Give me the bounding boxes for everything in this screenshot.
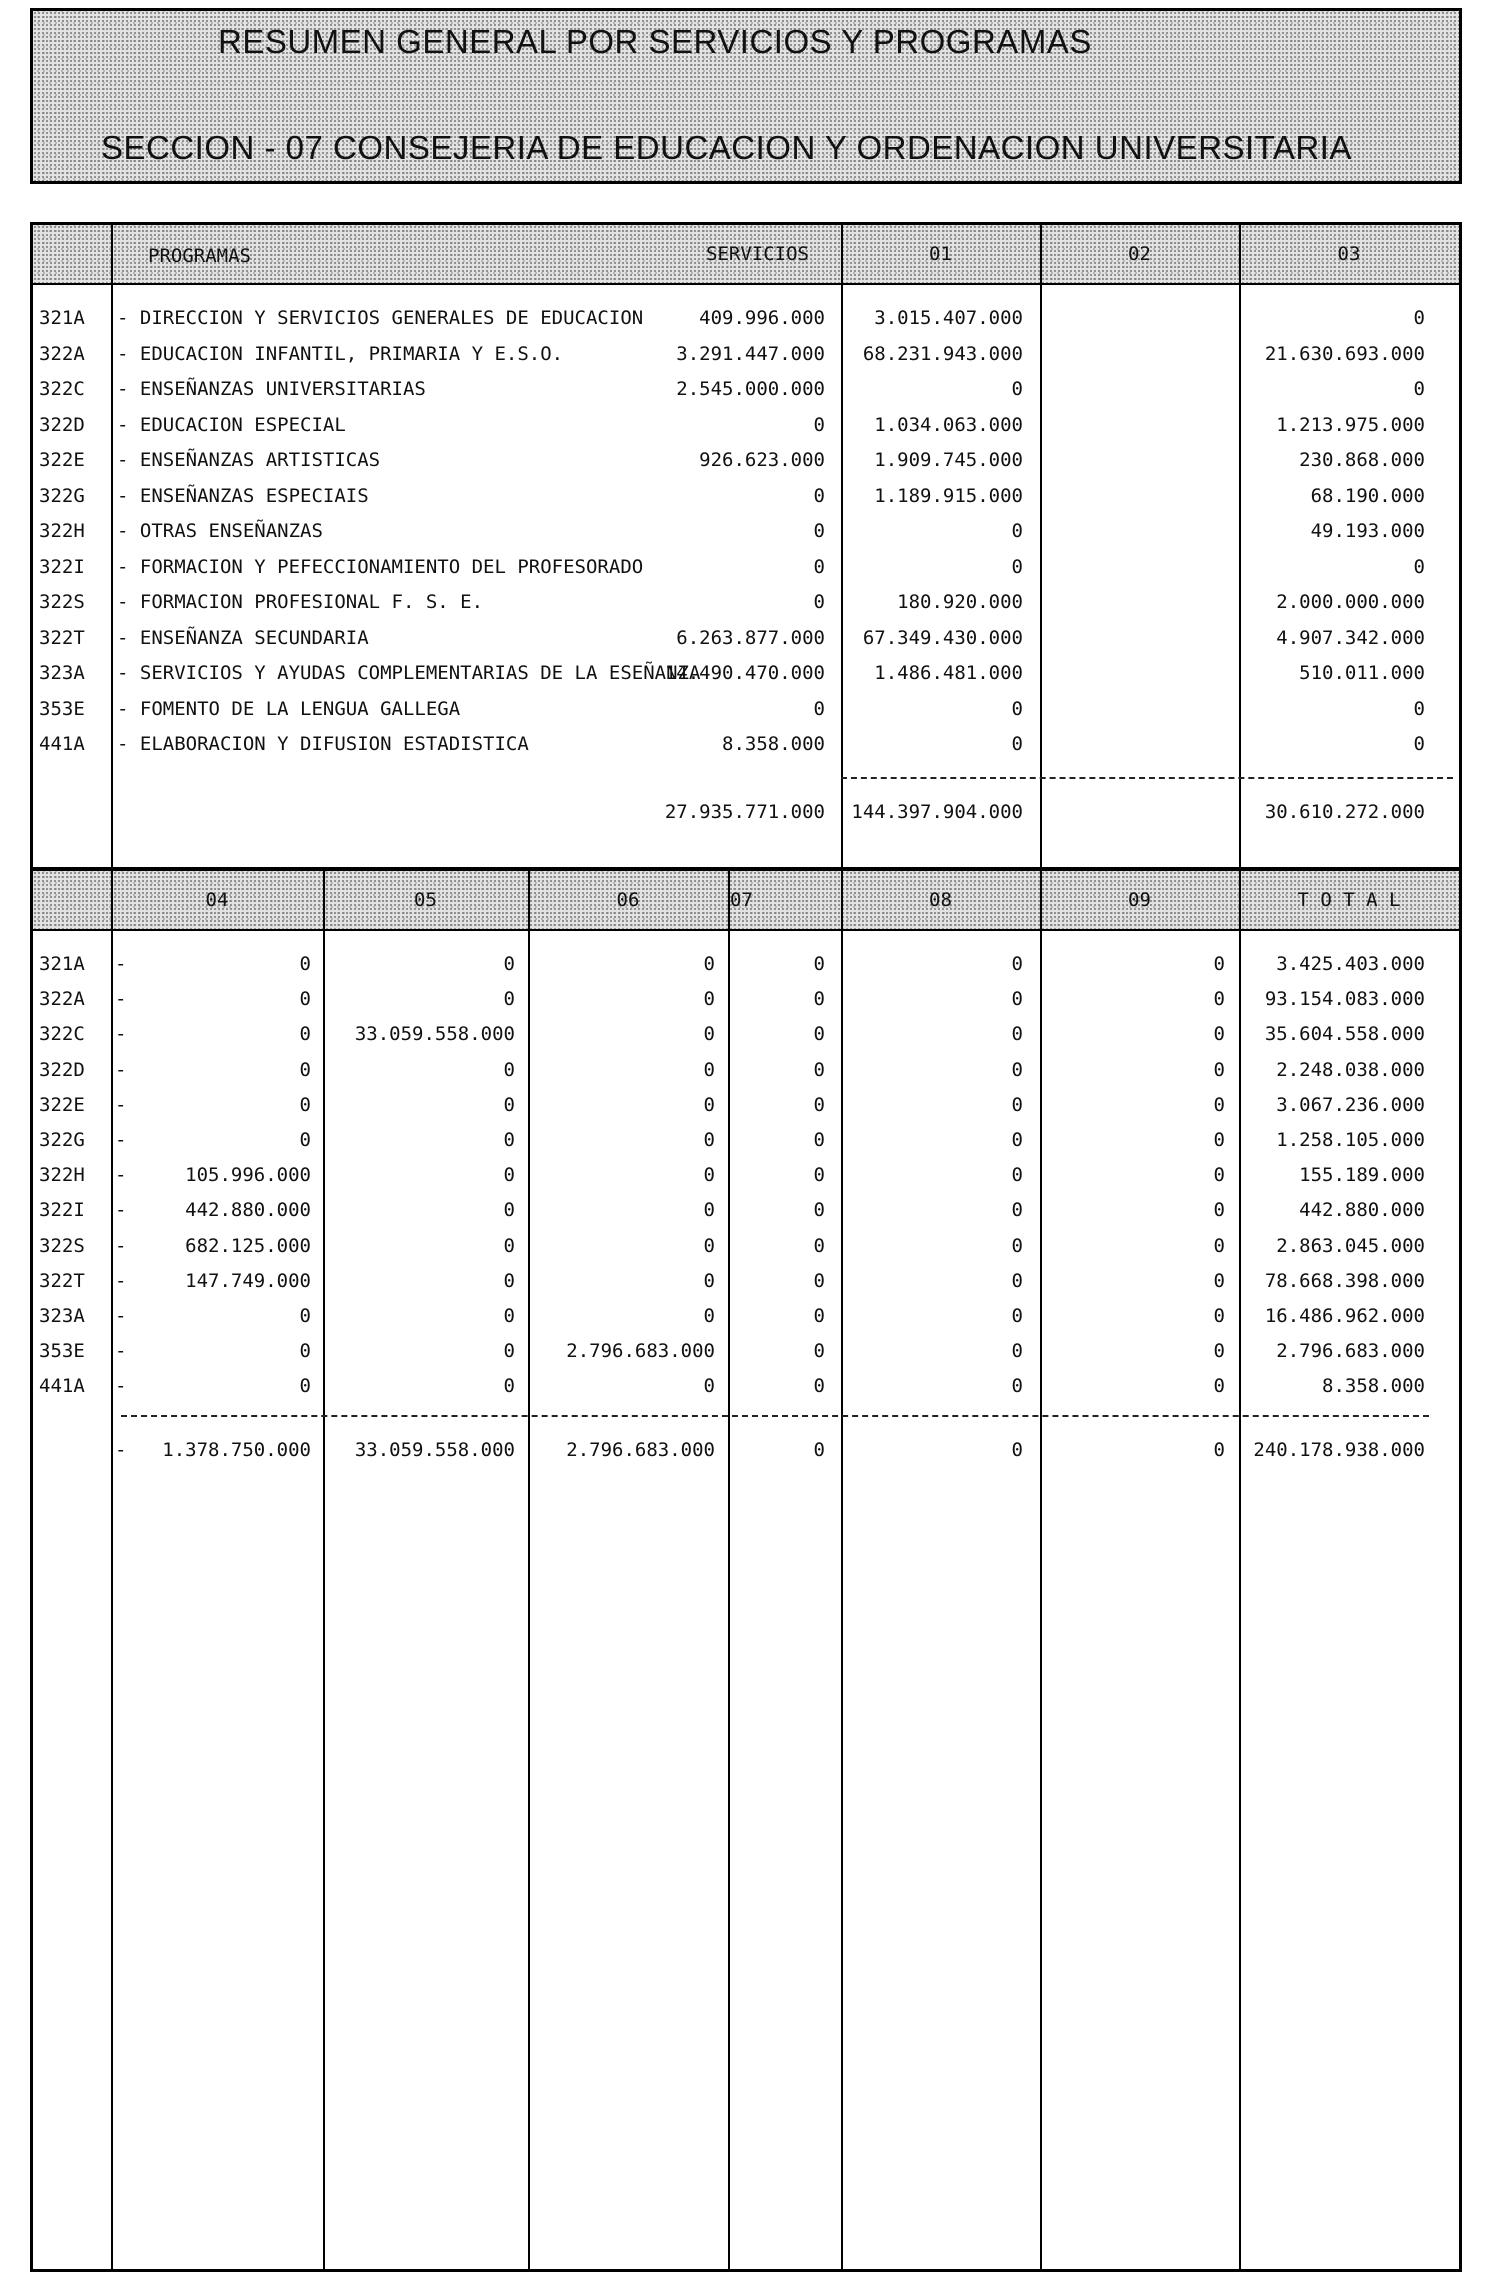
program-code: 322S <box>39 591 85 613</box>
value-04: 0 <box>299 1129 311 1151</box>
value-06: 0 <box>703 1234 715 1257</box>
table-row: - 322G 0 0 0 0 0 0 1.258.105.000 <box>39 1129 1425 1151</box>
value-total: 93.154.083.000 <box>1264 988 1425 1011</box>
value-04: 0 <box>299 1340 311 1363</box>
table-row <box>33 512 1459 548</box>
value-02: 1.909.745.000 <box>874 449 1023 471</box>
value-total: 155.189.000 <box>1299 1164 1425 1187</box>
program-description: - ELABORACION Y DIFUSION ESTADISTICA <box>117 733 529 755</box>
value-08: 0 <box>1011 1058 1023 1081</box>
program-code: 322H <box>39 1164 85 1187</box>
value-01: 0 <box>813 520 825 542</box>
value-02: 1.189.915.000 <box>874 484 1023 507</box>
value-05: 33.059.558.000 <box>354 1023 515 1046</box>
table-row <box>33 335 1459 371</box>
value-09: 0 <box>1213 1340 1225 1363</box>
value-03: 0 <box>1413 733 1425 755</box>
value-01: 0 <box>813 591 825 613</box>
program-description: - ENSEÑANZA SECUNDARIA <box>117 626 369 649</box>
value-07: 0 <box>813 1305 825 1327</box>
value-05: 0 <box>503 1375 515 1398</box>
col-header-08: 08 <box>929 889 952 911</box>
value-03: 0 <box>1413 697 1425 720</box>
value-total: 2.248.038.000 <box>1276 1058 1425 1081</box>
value-02: 68.231.943.000 <box>862 342 1023 365</box>
total-07: 0 <box>813 1439 825 1461</box>
value-01: 8.358.000 <box>722 733 825 755</box>
program-code: 322D <box>39 1058 85 1081</box>
program-code: 322H <box>39 520 85 542</box>
services-table-04-total <box>30 868 1462 2272</box>
value-total: 78.668.398.000 <box>1264 1269 1425 1292</box>
value-01: 0 <box>813 413 825 436</box>
col-header-servicios: SERVICIOS <box>706 243 809 265</box>
report-title: RESUMEN GENERAL POR SERVICIOS Y PROGRAMAS <box>218 23 1092 60</box>
value-03: 21.630.693.000 <box>1264 342 1425 365</box>
program-code: 441A <box>39 733 85 755</box>
value-01: 0 <box>813 555 825 578</box>
value-08: 0 <box>1011 1129 1023 1151</box>
col-header-04: 04 <box>205 889 229 911</box>
value-09: 0 <box>1213 1164 1225 1187</box>
table-row <box>33 619 1459 655</box>
value-01: 0 <box>813 697 825 720</box>
table-row: - 322A 0 0 0 0 0 0 93.154.083.000 <box>39 988 1425 1011</box>
program-code: 353E <box>39 697 85 720</box>
value-06: 0 <box>703 1093 715 1116</box>
col-header-07: 07 <box>730 889 753 911</box>
total-01: 27.935.771.000 <box>664 801 825 823</box>
value-05: 0 <box>503 988 515 1011</box>
value-09: 0 <box>1213 1305 1225 1327</box>
value-06: 0 <box>703 1199 715 1222</box>
value-01: 2.545.000.000 <box>676 378 825 400</box>
value-07: 0 <box>813 1164 825 1187</box>
table-row: - 321A 0 0 0 0 0 0 3.425.403.000 <box>39 953 1425 975</box>
program-code: 322T <box>39 626 85 649</box>
value-07: 0 <box>813 1023 825 1046</box>
value-05: 0 <box>503 1093 515 1116</box>
value-07: 0 <box>813 1199 825 1222</box>
value-08: 0 <box>1011 1199 1023 1222</box>
value-03: 0 <box>1413 378 1425 400</box>
col-header-02: 02 <box>1128 243 1151 265</box>
program-code: 322G <box>39 484 85 507</box>
value-04: 105.996.000 <box>185 1164 311 1187</box>
value-07: 0 <box>813 1234 825 1257</box>
value-03: 0 <box>1413 307 1425 329</box>
total-06: 2.796.683.000 <box>566 1439 715 1461</box>
value-08: 0 <box>1011 1234 1023 1257</box>
program-description: - ENSEÑANZAS UNIVERSITARIAS <box>117 378 426 400</box>
value-09: 0 <box>1213 1023 1225 1046</box>
table-row <box>33 654 1459 690</box>
value-09: 0 <box>1213 953 1225 975</box>
col-header-06: 06 <box>616 889 640 911</box>
value-06: 0 <box>703 1164 715 1187</box>
value-08: 0 <box>1011 1305 1023 1327</box>
value-01: 409.996.000 <box>699 307 825 329</box>
program-description: - OTRAS ENSEÑANZAS <box>117 520 323 542</box>
table-row <box>33 406 1459 442</box>
value-09: 0 <box>1213 1129 1225 1151</box>
program-code: 321A <box>39 953 85 975</box>
value-06: 0 <box>703 953 715 975</box>
table-row <box>33 370 1459 406</box>
value-07: 0 <box>813 1129 825 1151</box>
program-code: 353E <box>39 1340 85 1363</box>
program-description: - ENSEÑANZAS ESPECIAIS <box>117 484 369 507</box>
value-02: 0 <box>1011 733 1023 755</box>
value-01: 14.490.470.000 <box>664 662 825 684</box>
value-04: 0 <box>299 1093 311 1116</box>
value-08: 0 <box>1011 1023 1023 1046</box>
value-total: 16.486.962.000 <box>1264 1305 1425 1327</box>
value-04: 0 <box>299 1058 311 1081</box>
program-code: 322E <box>39 449 85 471</box>
value-08: 0 <box>1011 953 1023 975</box>
total-05: 33.059.558.000 <box>354 1439 515 1461</box>
value-total: 3.425.403.000 <box>1276 953 1425 975</box>
value-04: 0 <box>299 988 311 1011</box>
program-description: - ENSEÑANZAS ARTISTICAS <box>117 449 381 471</box>
program-code: 322S <box>39 1234 85 1257</box>
table-row <box>33 441 1459 477</box>
col-header-05: 05 <box>414 889 437 911</box>
table-row: - 353E 0 0 2.796.683.000 0 0 0 2.796.683.000 <box>39 1340 1425 1363</box>
program-description: - FORMACION PROFESIONAL F. S. E. <box>117 591 484 613</box>
table-row: - 322T 147.749.000 0 0 0 0 0 78.668.398.000 <box>39 1269 1425 1292</box>
value-total: 8.358.000 <box>1322 1375 1425 1398</box>
totals-row: - 1.378.750.000 33.059.558.000 2.796.683.000 0 0 0 240.178.938.000 <box>115 1439 1425 1461</box>
value-01: 3.291.447.000 <box>676 342 825 365</box>
value-06: 0 <box>703 1058 715 1081</box>
value-05: 0 <box>503 1199 515 1222</box>
value-05: 0 <box>503 1129 515 1151</box>
value-04: 147.749.000 <box>185 1269 311 1292</box>
value-total: 2.863.045.000 <box>1276 1234 1425 1257</box>
report-header <box>30 8 1462 184</box>
value-08: 0 <box>1011 988 1023 1011</box>
table-row: - 323A 0 0 0 0 0 0 16.486.962.000 <box>39 1305 1425 1327</box>
value-03: 68.190.000 <box>1310 484 1425 507</box>
program-code: 322C <box>39 1023 85 1046</box>
value-02: 180.920.000 <box>897 591 1023 613</box>
total-09: 0 <box>1213 1439 1225 1461</box>
value-01: 926.623.000 <box>699 449 825 471</box>
value-07: 0 <box>813 1375 825 1398</box>
value-06: 0 <box>703 1129 715 1151</box>
value-02: 1.486.481.000 <box>874 662 1023 684</box>
value-02: 67.349.430.000 <box>862 626 1023 649</box>
value-07: 0 <box>813 988 825 1011</box>
table-row: - 322S 682.125.000 0 0 0 0 0 2.863.045.000 <box>39 1234 1425 1257</box>
value-09: 0 <box>1213 1375 1225 1398</box>
table-row <box>33 690 1459 726</box>
program-code: 322E <box>39 1093 85 1116</box>
value-total: 1.258.105.000 <box>1276 1129 1425 1151</box>
program-code: 323A <box>39 662 85 684</box>
value-03: 4.907.342.000 <box>1276 626 1425 649</box>
program-code: 322A <box>39 988 85 1011</box>
value-02: 1.034.063.000 <box>874 413 1023 436</box>
value-07: 0 <box>813 1093 825 1116</box>
value-08: 0 <box>1011 1164 1023 1187</box>
table-row: - 322H 105.996.000 0 0 0 0 0 155.189.000 <box>39 1164 1425 1187</box>
value-03: 510.011.000 <box>1299 662 1425 684</box>
total-08: 0 <box>1011 1439 1023 1461</box>
program-code: 322I <box>39 555 85 578</box>
col-header-total: T O T A L <box>1297 889 1401 911</box>
value-05: 0 <box>503 1269 515 1292</box>
value-05: 0 <box>503 1058 515 1081</box>
value-06: 0 <box>703 1023 715 1046</box>
program-code: 322A <box>39 342 85 365</box>
section-title: SECCION - 07 CONSEJERIA DE EDUCACION Y ORDENACION UNIVERSITARIA <box>101 129 1352 166</box>
total-04: 1.378.750.000 <box>162 1439 311 1461</box>
value-09: 0 <box>1213 1199 1225 1222</box>
value-09: 0 <box>1213 1093 1225 1116</box>
col-header-03: 03 <box>1337 243 1361 265</box>
value-02: 3.015.407.000 <box>874 307 1023 329</box>
program-code: 323A <box>39 1305 85 1327</box>
value-04: 442.880.000 <box>185 1199 311 1222</box>
program-description: - FOMENTO DE LA LENGUA GALLEGA <box>117 697 461 720</box>
value-09: 0 <box>1213 988 1225 1011</box>
value-total: 2.796.683.000 <box>1276 1340 1425 1363</box>
program-code: 322I <box>39 1199 85 1222</box>
value-total: 442.880.000 <box>1299 1199 1425 1222</box>
value-04: 0 <box>299 1023 311 1046</box>
value-02: 0 <box>1011 555 1023 578</box>
value-03: 49.193.000 <box>1310 520 1425 542</box>
total-02: 144.397.904.000 <box>851 801 1023 823</box>
total-03: 30.610.272.000 <box>1264 801 1425 823</box>
table-row <box>33 725 1459 761</box>
value-05: 0 <box>503 1234 515 1257</box>
value-06: 0 <box>703 1269 715 1292</box>
value-03: 0 <box>1413 555 1425 578</box>
totals-separator <box>121 1415 1429 1417</box>
value-06: 0 <box>703 1375 715 1398</box>
table-row <box>33 299 1459 335</box>
value-03: 2.000.000.000 <box>1276 591 1425 613</box>
table-row <box>33 548 1459 584</box>
program-code: 322G <box>39 1129 85 1151</box>
program-code: 441A <box>39 1375 85 1398</box>
value-02: 0 <box>1011 520 1023 542</box>
value-09: 0 <box>1213 1058 1225 1081</box>
program-description: - EDUCACION ESPECIAL <box>117 413 346 436</box>
program-description: - DIRECCION Y SERVICIOS GENERALES DE EDUCACION <box>117 307 644 329</box>
value-05: 0 <box>503 1164 515 1187</box>
value-07: 0 <box>813 1340 825 1363</box>
value-02: 0 <box>1011 378 1023 400</box>
table-row: - 322D 0 0 0 0 0 0 2.248.038.000 <box>39 1058 1425 1081</box>
value-total: 35.604.558.000 <box>1264 1023 1425 1046</box>
col-header-09: 09 <box>1128 889 1151 911</box>
totals-separator <box>841 777 1453 779</box>
table-row <box>33 583 1459 619</box>
value-02: 0 <box>1011 697 1023 720</box>
value-03: 1.213.975.000 <box>1276 413 1425 436</box>
value-08: 0 <box>1011 1269 1023 1292</box>
value-08: 0 <box>1011 1093 1023 1116</box>
col-header-01: 01 <box>929 243 952 265</box>
program-code: 322T <box>39 1269 85 1292</box>
total-all: 240.178.938.000 <box>1253 1439 1425 1461</box>
table-row <box>33 477 1459 513</box>
program-code: 322C <box>39 378 85 400</box>
program-description: - SERVICIOS Y AYUDAS COMPLEMENTARIAS DE LA ESEÑANZA <box>117 662 701 684</box>
value-09: 0 <box>1213 1234 1225 1257</box>
program-code: 322D <box>39 413 85 436</box>
value-07: 0 <box>813 1269 825 1292</box>
col-header-programas: PROGRAMAS <box>148 245 251 267</box>
value-01: 6.263.877.000 <box>676 626 825 649</box>
value-04: 682.125.000 <box>185 1234 311 1257</box>
table-row: - 322I 442.880.000 0 0 0 0 0 442.880.000 <box>39 1199 1425 1222</box>
program-description: - EDUCACION INFANTIL, PRIMARIA Y E.S.O. <box>117 342 564 365</box>
value-04: 0 <box>299 953 311 975</box>
table-row: - 441A 0 0 0 0 0 0 8.358.000 <box>39 1375 1425 1398</box>
program-code: 321A <box>39 307 85 329</box>
program-description: - FORMACION Y PEFECCIONAMIENTO DEL PROFESORADO <box>117 555 644 578</box>
value-01: 0 <box>813 484 825 507</box>
value-05: 0 <box>503 953 515 975</box>
table-row: - 322E 0 0 0 0 0 0 3.067.236.000 <box>39 1093 1425 1116</box>
value-07: 0 <box>813 953 825 975</box>
value-04: 0 <box>299 1305 311 1327</box>
value-08: 0 <box>1011 1340 1023 1363</box>
value-06: 0 <box>703 988 715 1011</box>
value-05: 0 <box>503 1305 515 1327</box>
value-06: 0 <box>703 1305 715 1327</box>
totals-row <box>33 793 1459 829</box>
value-04: 0 <box>299 1375 311 1398</box>
value-07: 0 <box>813 1058 825 1081</box>
table-row: - 322C 0 33.059.558.000 0 0 0 0 35.604.558.000 <box>39 1023 1425 1046</box>
value-08: 0 <box>1011 1375 1023 1398</box>
value-03: 230.868.000 <box>1299 449 1425 471</box>
value-06: 2.796.683.000 <box>566 1340 715 1363</box>
value-09: 0 <box>1213 1269 1225 1292</box>
value-05: 0 <box>503 1340 515 1363</box>
services-table-01-03 <box>30 222 1462 870</box>
value-total: 3.067.236.000 <box>1276 1093 1425 1116</box>
